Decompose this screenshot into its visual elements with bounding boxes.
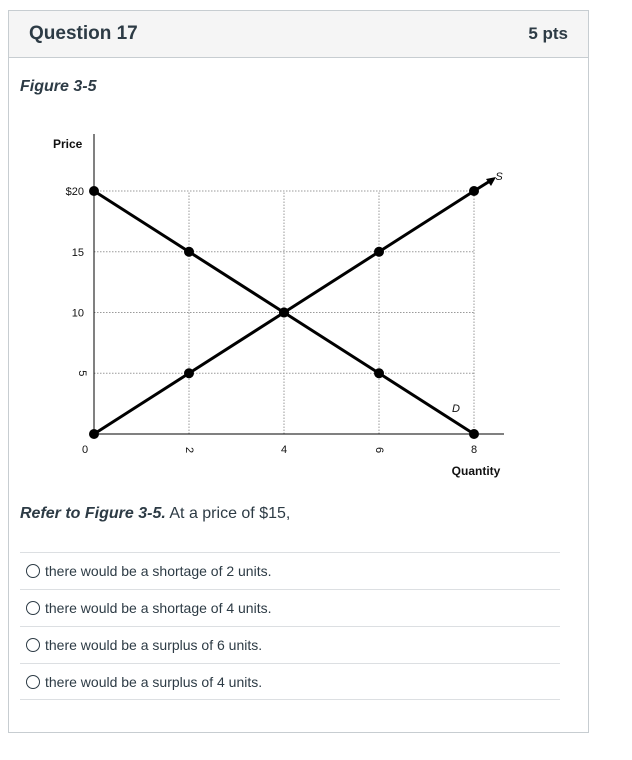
answer-list [20,552,560,700]
x-tick-label: 8 [470,443,478,456]
axes [94,134,504,434]
data-point-d [374,368,384,378]
data-point-d [89,186,99,196]
answer-option[interactable] [20,552,560,589]
answer-label: there would be a shortage of 4 units. [45,600,272,616]
radio-button[interactable] [26,564,40,578]
question-title: Question 17 [29,23,138,44]
x-tick-label: 2 [183,446,196,454]
answer-option[interactable] [20,589,560,626]
answer-option[interactable] [20,626,560,663]
x-axis-label: Quantity [451,464,501,478]
radio-button[interactable] [26,638,40,652]
data-point-s [374,247,384,257]
data-point-s [184,368,194,378]
x-tick-label: 6 [373,446,386,454]
data-point-d [184,247,194,257]
series-label-d: D [452,403,460,415]
x-tick-label: 4 [280,443,288,456]
answer-label: there would be a surplus of 6 units. [45,637,263,653]
y-tick-label: 15 [71,246,84,259]
answer-option[interactable] [20,663,560,700]
radio-button[interactable] [26,601,40,615]
data-point-s [89,429,99,439]
prompt-figure-ref: Refer to Figure 3-5. [20,505,166,522]
y-axis-label: Price [53,137,83,151]
answer-label: there would be a shortage of 2 units. [45,563,272,579]
data-point-d [469,429,479,439]
data-point-s [469,186,479,196]
data-point-s [279,308,289,318]
question-prompt [20,505,290,523]
series-label-s: S [495,171,503,183]
x-tick-label: 0 [81,443,89,456]
answer-label: there would be a surplus of 4 units. [45,673,263,690]
series-lines [94,177,496,434]
question-points: 5 pts [528,24,568,43]
y-tick-label: 10 [71,307,84,320]
radio-button[interactable] [26,675,40,689]
figure-title: Figure 3-5 [20,78,97,95]
y-tick-label: 5 [76,370,89,377]
prompt-text: At a price of $15, [165,505,291,522]
y-tick-label: $20 [65,186,84,198]
